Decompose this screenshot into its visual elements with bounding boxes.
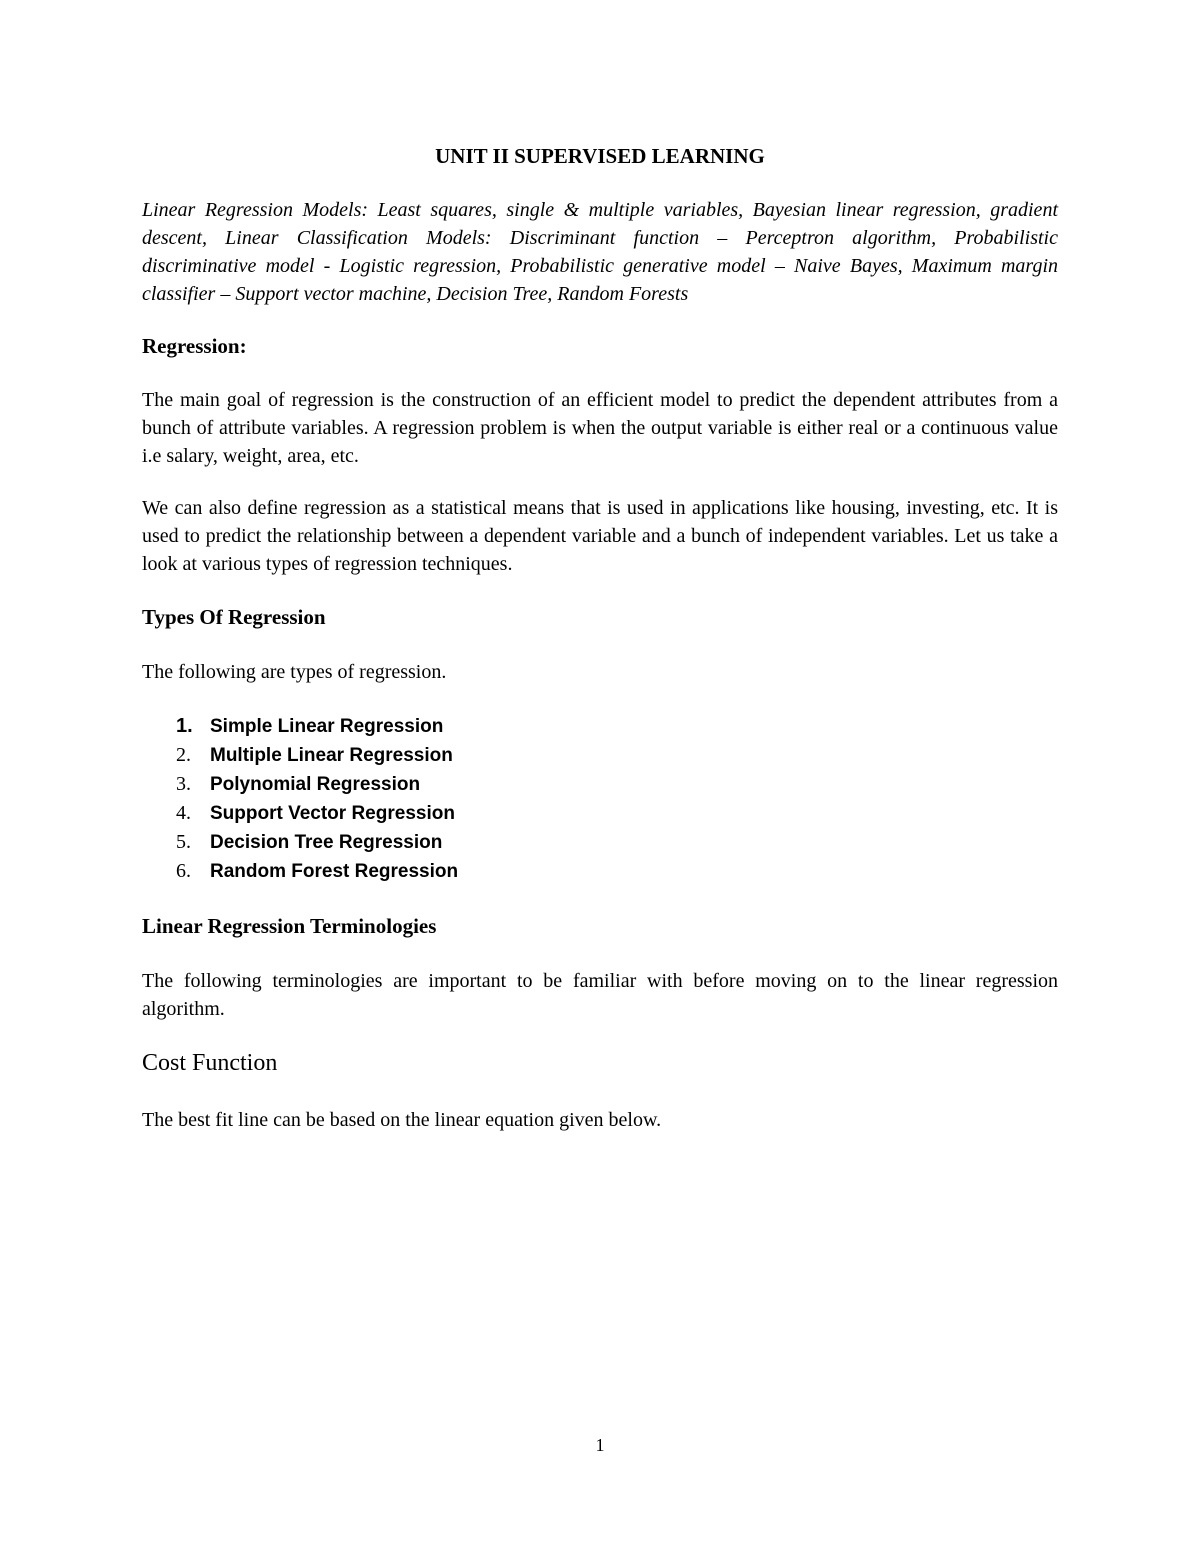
page-number: 1: [595, 1435, 605, 1455]
cost-function-paragraph: The best fit line can be based on the linear equation given below.: [142, 1109, 662, 1131]
list-item: [142, 770, 458, 799]
list-item-label: Simple Linear Regression: [210, 716, 444, 737]
types-of-regression-heading: Types Of Regression: [142, 605, 326, 629]
regression-paragraph-2: We can also define regression as a statistical means that is used in applications like housing, investing, etc. It is used to predict the relationship between a dependent variable and a bunch of independent variables. Let us take a look at various types of regression techniques.: [142, 497, 1058, 575]
regression-paragraph-1: The main goal of regression is the construction of an efficient model to predict the dependent attributes from a bunch of attribute variables. A regression problem is when the output variable is either real or a continuous value i.e salary, weight, area, etc.: [142, 389, 1058, 467]
list-item-label: Support Vector Regression: [210, 803, 455, 824]
list-item-label: Random Forest Regression: [210, 861, 459, 882]
terminologies-heading: Linear Regression Terminologies: [142, 914, 437, 938]
list-item-label: Decision Tree Regression: [210, 832, 443, 853]
list-item: [142, 799, 458, 828]
syllabus-summary: Linear Regression Models: Least squares, single & multiple variables, Bayesian linear regression, gradient descent, Linear Classification Models: Discriminant function – Perceptron algorithm, Probabilistic discriminative model - Logistic regression, Probabilistic generative model – Naive Bayes, Maximum margin classifier – Support vector machine, Decision Tree, Random Forests: [142, 199, 1058, 305]
list-item-number: 5.: [176, 831, 191, 853]
list-item-label: Multiple Linear Regression: [210, 745, 453, 766]
cost-function-heading: Cost Function: [142, 1050, 278, 1076]
document-title: UNIT II SUPERVISED LEARNING: [435, 144, 765, 168]
list-item-number: 6.: [176, 860, 191, 882]
list-item: [142, 857, 458, 886]
types-intro: The following are types of regression.: [142, 661, 447, 683]
list-item-label: Polynomial Regression: [210, 774, 421, 795]
list-item-number: 2.: [176, 744, 191, 766]
list-item-number: 1.: [176, 715, 193, 737]
list-item-number: 3.: [176, 773, 191, 795]
list-item-number: 4.: [176, 802, 191, 824]
regression-heading: Regression:: [142, 334, 247, 358]
list-item: [142, 712, 458, 741]
terminologies-paragraph: The following terminologies are important to be familiar with before moving on to the linear regression algorithm.: [142, 970, 1058, 1020]
list-item: [142, 741, 458, 770]
regression-types-list: [142, 712, 458, 886]
list-item: [142, 828, 458, 857]
